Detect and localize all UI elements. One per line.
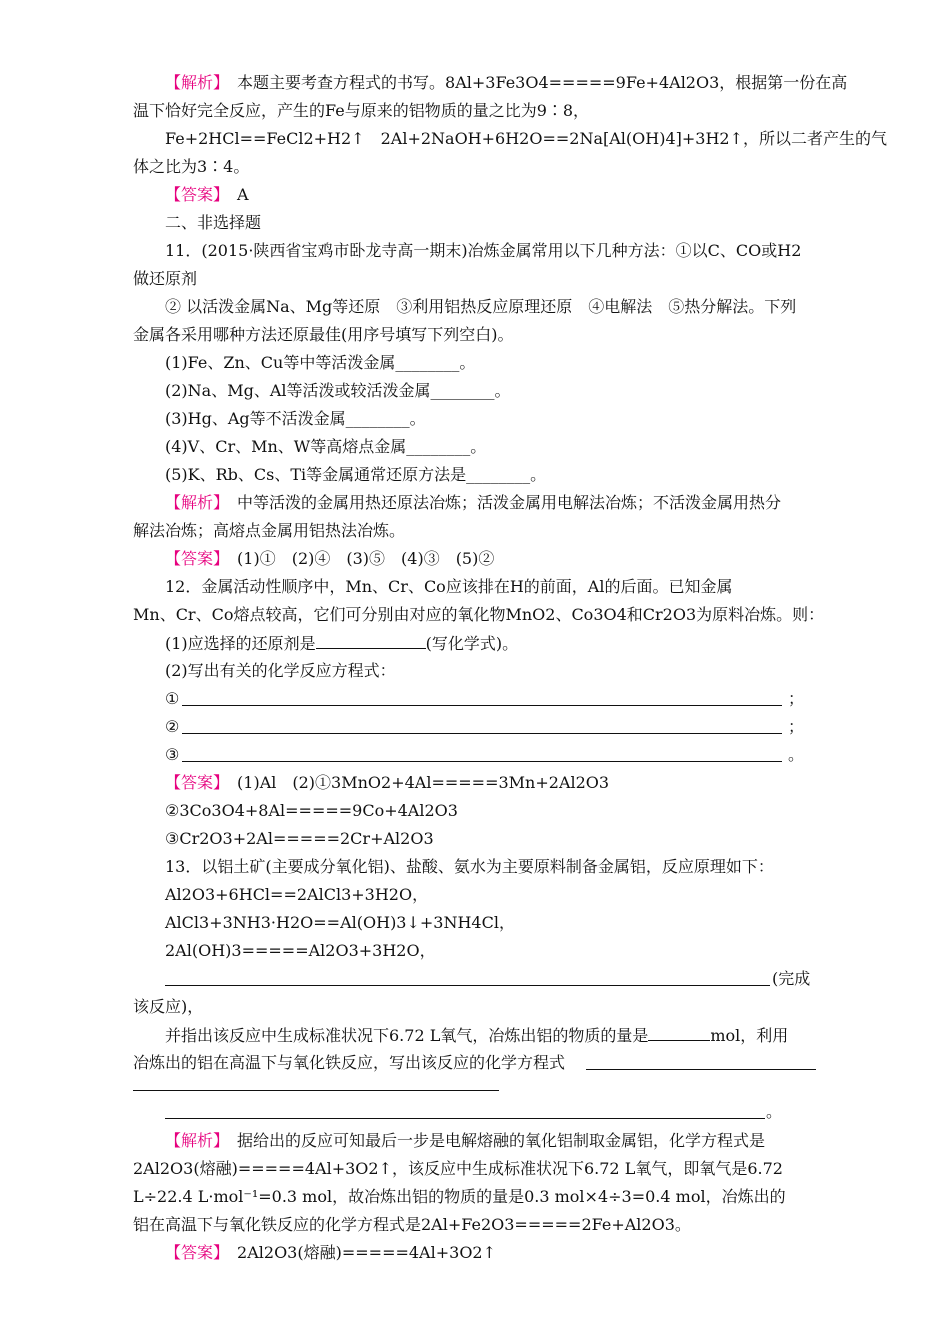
section-title: 二、非选择题 [165, 213, 262, 232]
answer-blank-line[interactable] [182, 733, 782, 734]
answer-blank-line[interactable] [586, 1069, 816, 1070]
q12-end-3: 。 [788, 745, 805, 764]
q12-end-2: ； [788, 717, 805, 736]
q11-line-3: ② 以活泼金属Na、Mg等还原 ③利用铝热反应原理还原 ④电解法 ⑤热分解法。下列 [165, 297, 797, 316]
q13-complete-b: 该反应)， [133, 997, 204, 1016]
q11-item: (2)Na、Mg、Al等活泼或较活泼金属________。 [165, 381, 511, 400]
q13-eq-2: AlCl3+3NH3·H2O==Al(OH)3↓+3NH4Cl， [165, 913, 515, 932]
q12-answer-line-1: 【答案】 (1)Al (2)①3MnO2+4Al=====3Mn+2Al2O3 [165, 773, 610, 792]
q11-item: (1)Fe、Zn、Cu等中等活泼金属________。 [165, 353, 476, 372]
q13-complete-a: (完成 [772, 969, 811, 988]
answer-blank-line[interactable] [165, 985, 770, 986]
q13-end-dot: 。 [766, 1102, 783, 1121]
q13-eq-3: 2Al(OH)3=====Al2O3+3H2O， [165, 941, 436, 960]
analysis-label: 【解析】 [165, 493, 222, 512]
answer-blank-line[interactable] [165, 1118, 765, 1119]
q11-item: (5)K、Rb、Cs、Ti等金属通常还原方法是________。 [165, 465, 547, 484]
q12-line-2: Mn、Cr、Co熔点较高，它们可分别由对应的氧化物MnO2、Co3O4和Cr2O3为原料冶炼。则： [133, 605, 825, 624]
q12-answer-line-3: ③Cr2O3+2Al=====2Cr+Al2O3 [165, 829, 434, 848]
q11-line-1: 11．(2015·陕西省宝鸡市卧龙寺高一期末)冶炼金属常用以下几种方法：①以C、CO或H2 [165, 241, 802, 260]
q11-line-2: 做还原剂 [133, 269, 198, 288]
answer-blank-line[interactable] [133, 1090, 499, 1091]
q13-analysis-line-3: L÷22.4 L·mol⁻¹=0.3 mol，故冶炼出铝的物质的量是0.3 mol×4÷3=0.4 mol，冶炼出的 [133, 1187, 786, 1206]
q13-analysis-line-4: 铝在高温下与氧化铁反应的化学方程式是2Al+Fe2O3=====2Fe+Al2O3。 [133, 1215, 691, 1234]
q11-item: (3)Hg、Ag等不活泼金属________。 [165, 409, 426, 428]
q11-item: (4)V、Cr、Mn、W等高熔点金属________。 [165, 437, 487, 456]
q10-answer: 【答案】 A [165, 185, 249, 204]
analysis-label: 【解析】 [165, 1131, 222, 1150]
q12-end-1: ； [788, 689, 805, 708]
q12-line-1: 12．金属活动性顺序中，Mn、Cr、Co应该排在H的前面，Al的后面。已知金属 [165, 577, 733, 596]
q11-line-4: 金属各采用哪种方法还原最佳(用序号填写下列空白)。 [133, 325, 514, 344]
q13-mid-line-2: 冶炼出的铝在高温下与氧化铁反应，写出该反应的化学方程式 [133, 1053, 566, 1072]
q10-analysis-line-4: 体之比为3∶4。 [133, 157, 250, 176]
q12-sub-2: (2)写出有关的化学反应方程式： [165, 661, 396, 680]
q12-answer-line-2: ②3Co3O4+8Al=====9Co+4Al2O3 [165, 801, 458, 820]
q13-analysis-line-2: 2Al2O3(熔融)=====4Al+3O2↑，该反应中生成标准状况下6.72 L氧气，即氧气是6.72 [133, 1159, 783, 1178]
analysis-label: 【解析】 [165, 73, 222, 92]
q13-answer: 【答案】 2Al2O3(熔融)=====4Al+3O2↑ [165, 1243, 497, 1262]
answer-blank-line[interactable] [182, 705, 782, 706]
q13-analysis-line-1: 【解析】 据给出的反应可知最后一步是电解熔融的氧化铝制取金属铝，化学方程式是 [165, 1131, 766, 1150]
q12-circ-1: ① [165, 689, 180, 708]
answer-blank[interactable] [648, 1024, 710, 1041]
answer-label: 【答案】 [165, 549, 222, 568]
answer-label: 【答案】 [165, 1243, 222, 1262]
q12-circ-2: ② [165, 717, 180, 736]
q12-sub-1: (1)应选择的还原剂是 (写化学式)。 [165, 634, 519, 653]
q10-analysis-line-2: 温下恰好完全反应，产生的Fe与原来的铝物质的量之比为9∶8， [133, 101, 590, 120]
q13-mid-line-1: 并指出该反应中生成标准状况下6.72 L氧气，冶炼出铝的物质的量是 mol，利用 [165, 1026, 789, 1045]
q10-analysis-line-1: 【解析】 本题主要考查方程式的书写。8Al+3Fe3O4=====9Fe+4Al2O3，根据第一份在高 [165, 73, 848, 92]
answer-blank-line[interactable] [182, 761, 782, 762]
answer-label: 【答案】 [165, 185, 222, 204]
q10-analysis-line-3: Fe+2HCl==FeCl2+H2↑ 2Al+2NaOH+6H2O==2Na[Al(OH)4]+3H2↑，所以二者产生的气 [165, 129, 888, 148]
q11-analysis-line-2: 解法冶炼；高熔点金属用铝热法冶炼。 [133, 521, 406, 540]
q12-circ-3: ③ [165, 745, 180, 764]
q13-eq-1: Al2O3+6HCl==2AlCl3+3H2O， [165, 885, 429, 904]
q11-analysis-line-1: 【解析】 中等活泼的金属用热还原法冶炼；活泼金属用电解法冶炼；不活泼金属用热分 [165, 493, 782, 512]
answer-label: 【答案】 [165, 773, 222, 792]
q11-answer: 【答案】 (1)① (2)④ (3)⑤ (4)③ (5)② [165, 549, 495, 568]
q13-line-1: 13．以铝土矿(主要成分氧化铝)、盐酸、氨水为主要原料制备金属铝，反应原理如下： [165, 857, 774, 876]
answer-blank[interactable] [316, 632, 426, 649]
